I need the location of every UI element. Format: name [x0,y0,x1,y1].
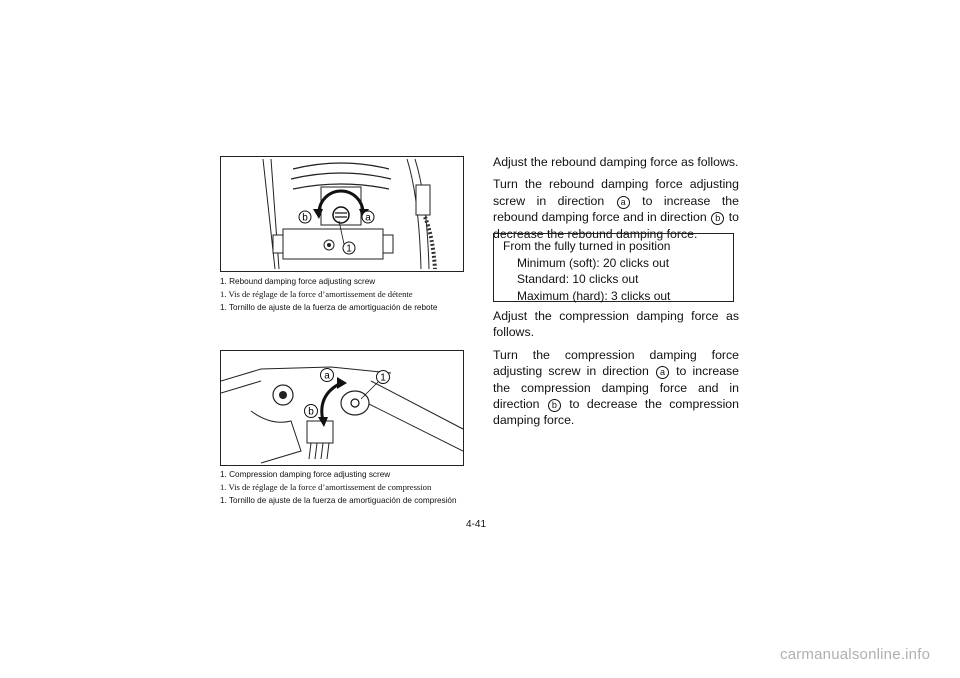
compression-label-1: 1 [380,372,386,384]
rebound-label-b: b [302,212,308,224]
rebound-intro: Adjust the rebound damping force as follows. [493,155,739,169]
rebound-label-1: 1 [346,243,352,255]
compression-illustration [221,351,463,465]
rebound-spec-box [493,233,734,302]
caption-en: 1. Rebound damping force adjusting screw [220,277,376,286]
spec-standard: Standard: 10 clicks out [517,272,639,286]
compression-label-b: b [308,406,314,418]
compression-label-a: a [324,370,330,382]
spec-minimum: Minimum (soft): 20 clicks out [517,255,670,270]
caption-es: 1. Tornillo de ajuste de la fuerza de amortiguación de rebote [220,303,438,312]
rebound-label-a: a [365,212,371,224]
direction-a-symbol: a [617,196,630,209]
spec-header: From the fully turned in position [503,239,671,253]
caption-fr: 1. Vis de réglage de la force d’amortissement de compression [220,482,432,492]
rebound-figure-caption [220,275,470,314]
compression-intro: Adjust the compression damping force as follows. [493,309,739,340]
compression-figure-caption [220,468,470,507]
compression-instructions [493,308,739,435]
rebound-figure [220,156,464,272]
caption-fr: 1. Vis de réglage de la force d’amortissement de détente [220,289,413,299]
direction-b-symbol: b [548,399,561,412]
page-number: 4-41 [466,519,487,530]
rebound-paragraph: Turn the rebound damping force adjusting screw in direction a to increase the rebound damping force and in direction b to decrease the rebound damping force. [493,177,740,241]
compression-paragraph: Turn the compression damping force adjusting screw in direction a to increase the compression damping force and in direction b to decrease the compression damping force. [493,347,740,428]
direction-b-symbol: b [711,212,724,225]
caption-es: 1. Tornillo de ajuste de la fuerza de amortiguación de compresión [220,496,457,505]
direction-a-symbol: a [656,366,669,379]
spec-maximum: Maximum (hard): 3 clicks out [517,288,671,303]
footer-watermark: carmanualsonline.info [780,646,931,663]
rebound-illustration [221,157,463,271]
caption-en: 1. Compression damping force adjusting screw [220,470,391,479]
compression-figure [220,350,464,466]
